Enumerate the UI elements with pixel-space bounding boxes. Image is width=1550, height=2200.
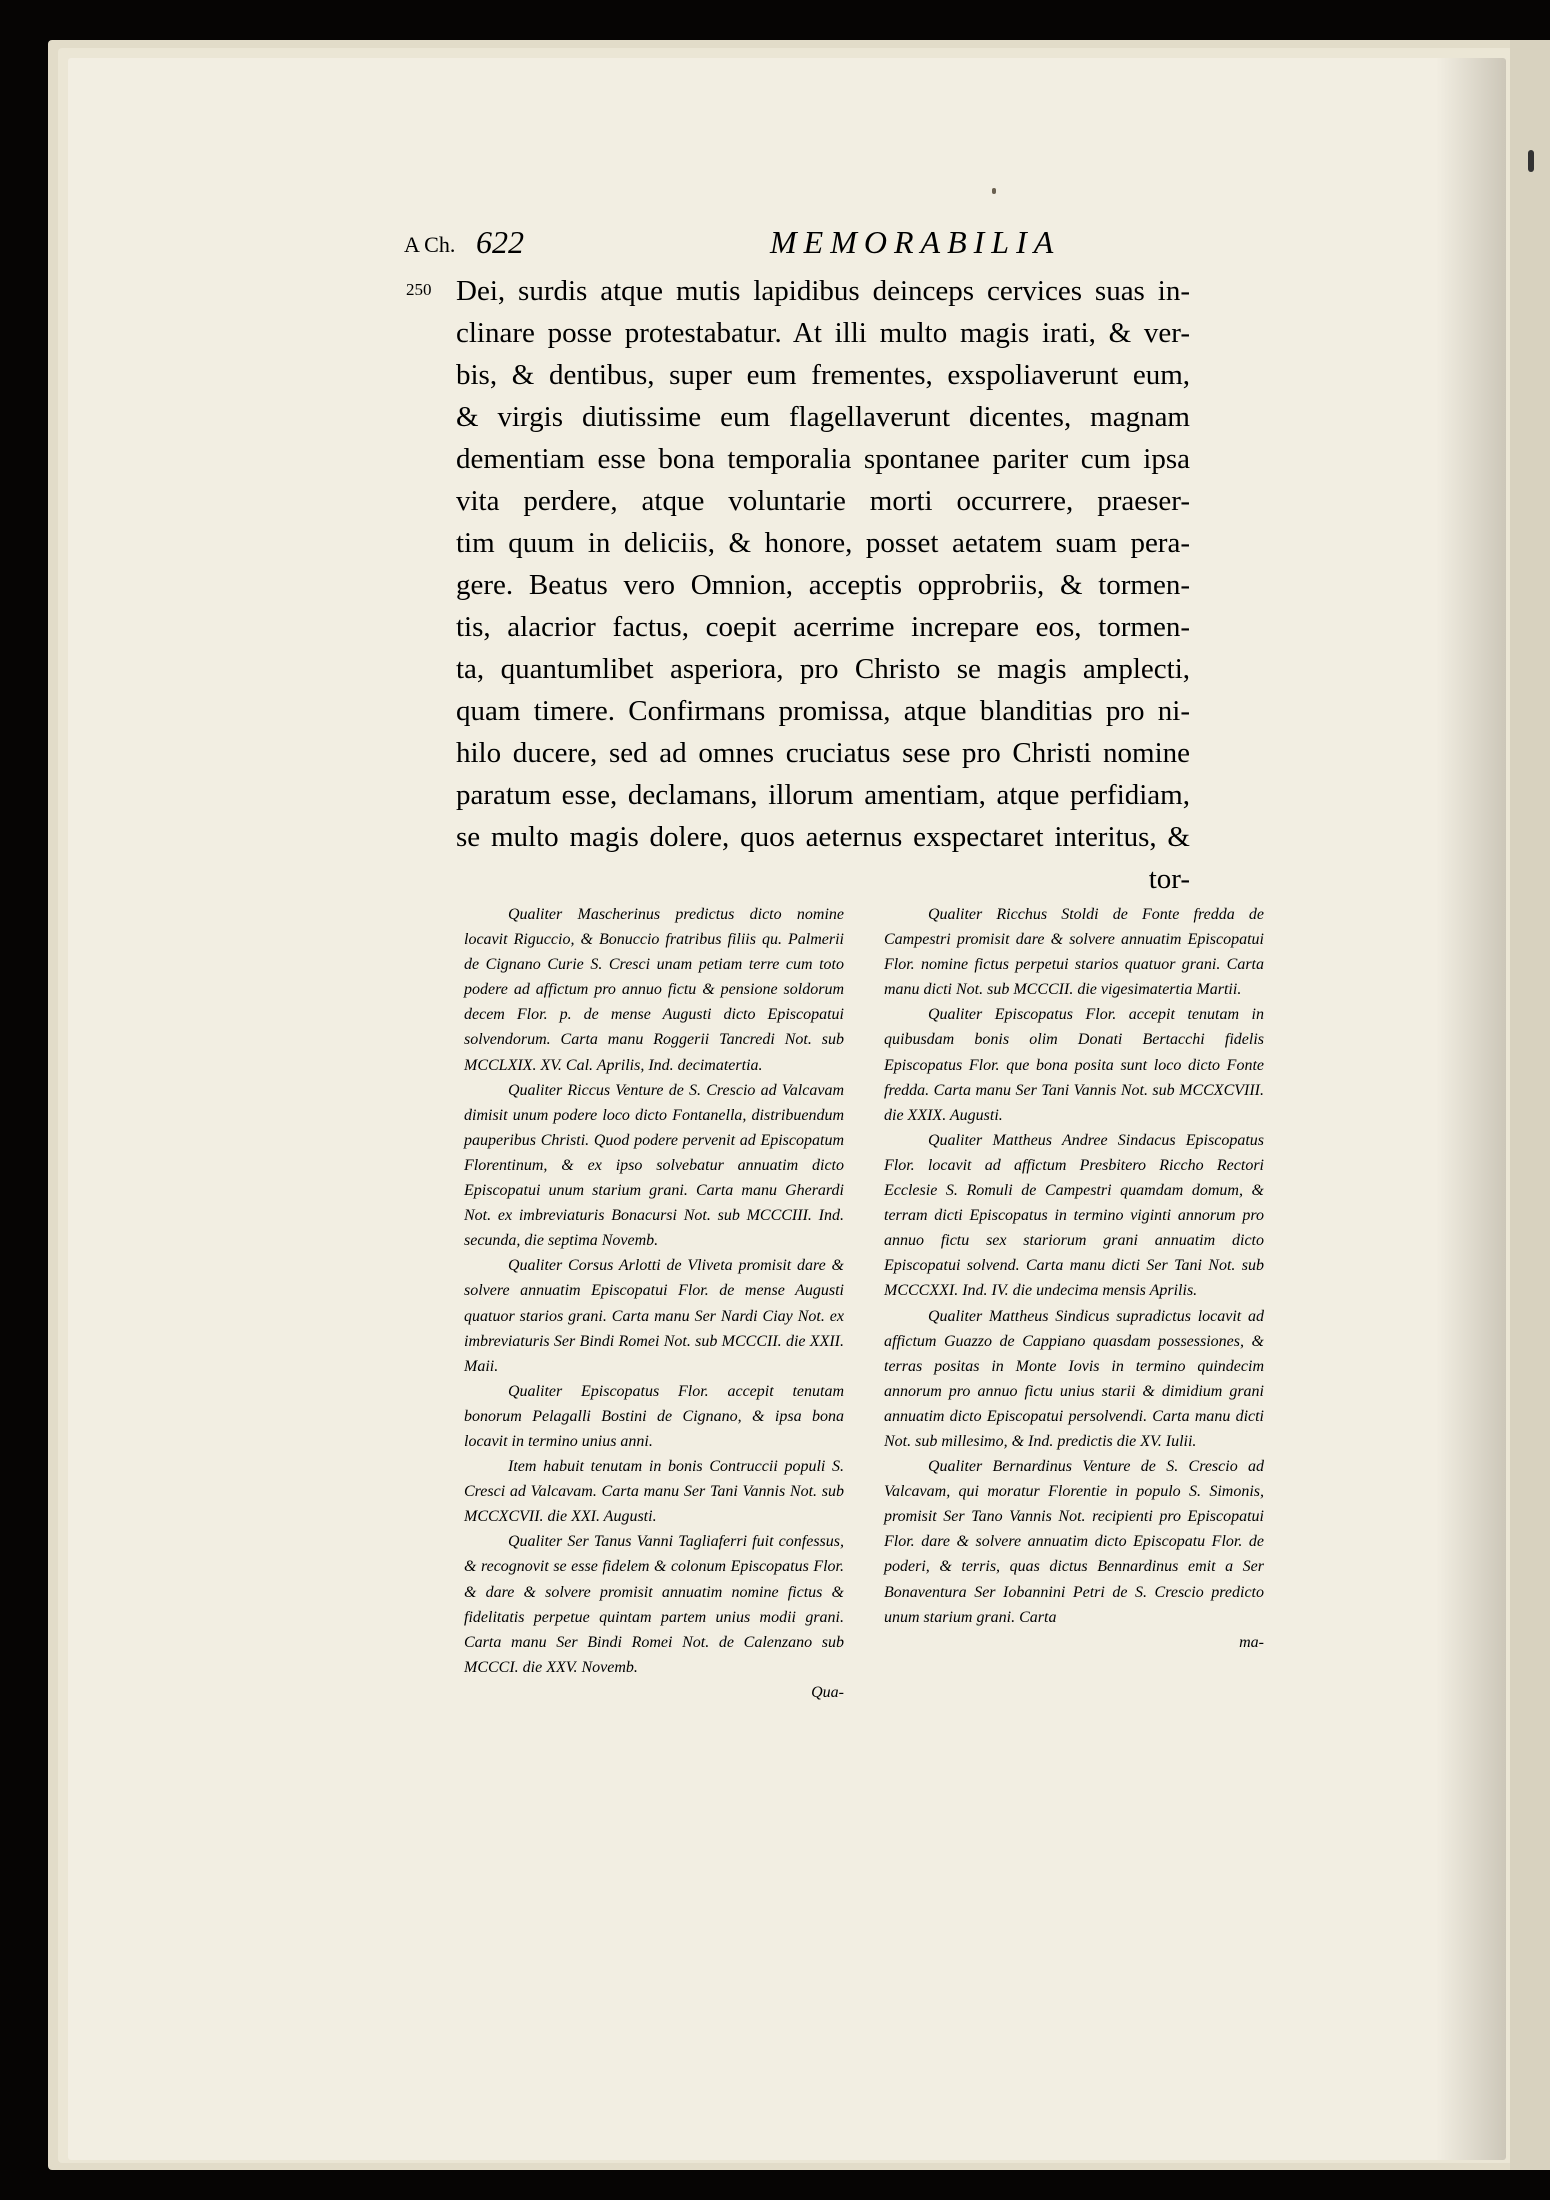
main-text-line: vita perdere, atque voluntarie morti occurrere, praeser- bbox=[456, 485, 1190, 517]
note-paragraph: Qualiter Ser Tanus Vanni Tagliaferri fuit confessus, & recognovit se esse fidelem & colonum Episcopatus Flor. & dare & solvere promisit annuatim nomine fictus & fidelitatis perpetue quintam partem unius modii grani. Carta manu Ser Bindi Romei Not. de Calenzano sub MCCCI. die XXV. Novemb. bbox=[464, 1533, 844, 1676]
note-paragraph: Qualiter Corsus Arlotti de Vliveta promisit dare & solvere annuatim Episcopatui Flor. de mense Augusti quatuor starios grani. Carta manu Ser Nardi Ciay Not. ex imbreviaturis Ser Bindi Romei Not. sub MCCCII. die XXII. Maii. bbox=[464, 1257, 844, 1375]
note-paragraph: Qualiter Bernardinus Venture de S. Crescio ad Valcavam, qui moratur Florentie in populo S. Simonis, promisit Ser Tano Vannis Not. recipienti pro Episcopatui Flor. dare & solvere annuatim dicto Episcopatu Flor. de poderi, & terris, quas dictus Bennardinus emit a Ser Bonaventura Ser Iobannini Petri de S. Crescio predicto unum starium grani. Carta bbox=[884, 1458, 1264, 1626]
page-title: MEMORABILIA bbox=[770, 224, 1061, 260]
margin-year: 250 bbox=[406, 280, 432, 299]
main-text-line: dementiam esse bona temporalia spontanee pariter cum ipsa bbox=[456, 443, 1190, 475]
main-text-line: bis, & dentibus, super eum frementes, exspoliaverunt eum, bbox=[456, 359, 1190, 391]
notes-column-right bbox=[884, 902, 1264, 1655]
main-text-line: hilo ducere, sed ad omnes cruciatus sese pro Christi nomine bbox=[456, 737, 1190, 769]
facing-page-edge bbox=[1510, 40, 1550, 2170]
note-paragraph: Qualiter Episcopatus Flor. accepit tenutam bonorum Pelagalli Bostini de Cignano, & ipsa bona locavit in termino unius anni. bbox=[464, 1382, 844, 1450]
margin-label: A Ch. bbox=[404, 232, 456, 257]
main-text-line: & virgis diutissime eum flagellaverunt dicentes, magnam bbox=[456, 401, 1190, 433]
page-number: 622 bbox=[476, 224, 524, 260]
note-paragraph: Qualiter Riccus Venture de S. Crescio ad Valcavam dimisit unum podere loco dicto Fontanella, distribuendum pauperibus Christi. Quod podere pervenit ad Episcopatum Florentinum, & ex ipso solvebatur annuatim dicto Episcopatui unum starium grani. Carta manu Gherardi Not. ex imbreviaturis Bonacursi Not. sub MCCCIII. Ind. secunda, die septima Novemb. bbox=[464, 1081, 844, 1250]
main-text-line: tis, alacrior factus, coepit acerrime increpare eos, tormen- bbox=[456, 611, 1190, 643]
main-text-catchword: tor- bbox=[1148, 863, 1190, 895]
note-paragraph: Item habuit tenutam in bonis Contruccii populi S. Cresci ad Valcavam. Carta manu Ser Tani Vannis Not. sub MCCXCVII. die XXI. Augusti. bbox=[464, 1458, 844, 1526]
main-text-line: tim quum in deliciis, & honore, posset aetatem suam pera- bbox=[456, 527, 1190, 559]
notes-column-left bbox=[464, 902, 844, 1705]
catchword-right: ma- bbox=[1239, 1633, 1264, 1651]
catchword-left: Qua- bbox=[811, 1683, 844, 1701]
main-text-block bbox=[456, 270, 1190, 900]
note-paragraph: Qualiter Mattheus Andree Sindacus Episcopatus Flor. locavit ad affictum Presbitero Riccho Rectori Ecclesie S. Romuli de Campestri quamdam domum, & terram dicti Episcopatus in termino viginti annorum pro annuo fictu sex stariorum grani annuatim dicto Episcopatui solvend. Carta manu dicti Ser Tani Not. sub MCCCXXI. Ind. IV. die undecima mensis Aprilis. bbox=[884, 1131, 1264, 1300]
page-gutter-shadow bbox=[1436, 58, 1506, 2160]
main-text-line: se multo magis dolere, quos aeternus exspectaret interitus, & bbox=[456, 821, 1190, 853]
main-text-line: clinare posse protestabatur. At illi multo magis irati, & ver- bbox=[456, 317, 1190, 349]
running-head bbox=[404, 224, 1164, 272]
note-paragraph: Qualiter Ricchus Stoldi de Fonte fredda de Campestri promisit dare & solvere annuatim Episcopatui Flor. nomine fictus perpetui starios quatuor grani. Carta manu dicti Not. sub MCCCII. die vigesimatertia Martii. bbox=[884, 906, 1264, 999]
main-text-line: Dei, surdis atque mutis lapidibus deinceps cervices suas in- bbox=[456, 275, 1190, 307]
main-text-line: quam timere. Confirmans promissa, atque blanditias pro ni- bbox=[456, 695, 1190, 727]
note-paragraph: Qualiter Mattheus Sindicus supradictus locavit ad affictum Guazzo de Cappiano quasdam possessiones, & terras positas in Monte Iovis in termino quindecim annorum pro annuo fictu unius starii & dimidium grani annuatim dicto Episcopatui persolvendi. Carta manu dicti Not. sub millesimo, & Ind. predictis die XV. Iulii. bbox=[884, 1307, 1264, 1450]
main-text-line: paratum esse, declamans, illorum amentiam, atque perfidiam, bbox=[456, 779, 1190, 811]
ink-mark bbox=[992, 188, 996, 194]
note-paragraph: Qualiter Mascherinus predictus dicto nomine locavit Riguccio, & Bonuccio fratribus filiis qu. Palmerii de Cignano Curie S. Cresci unam petiam terre cum toto podere ad affictum pro annuo fictu & pensione soldorum decem Flor. p. de mense Augusti dicto Episcopatui solvendorum. Carta manu Roggerii Tancredi Not. sub MCCLXIX. XV. Cal. Aprilis, Ind. decimatertia. bbox=[464, 906, 844, 1074]
main-text-line: ta, quantumlibet asperiora, pro Christo se magis amplecti, bbox=[456, 653, 1190, 685]
main-text-line: gere. Beatus vero Omnion, acceptis opprobriis, & tormen- bbox=[456, 569, 1190, 601]
note-paragraph: Qualiter Episcopatus Flor. accepit tenutam in quibusdam bonis olim Donati Bertacchi fidelis Episcopatus Flor. que bona posita sunt loco dicto Fonte fredda. Carta manu Ser Tani Vannis Not. sub MCCXCVIII. die XXIX. Augusti. bbox=[884, 1006, 1264, 1124]
